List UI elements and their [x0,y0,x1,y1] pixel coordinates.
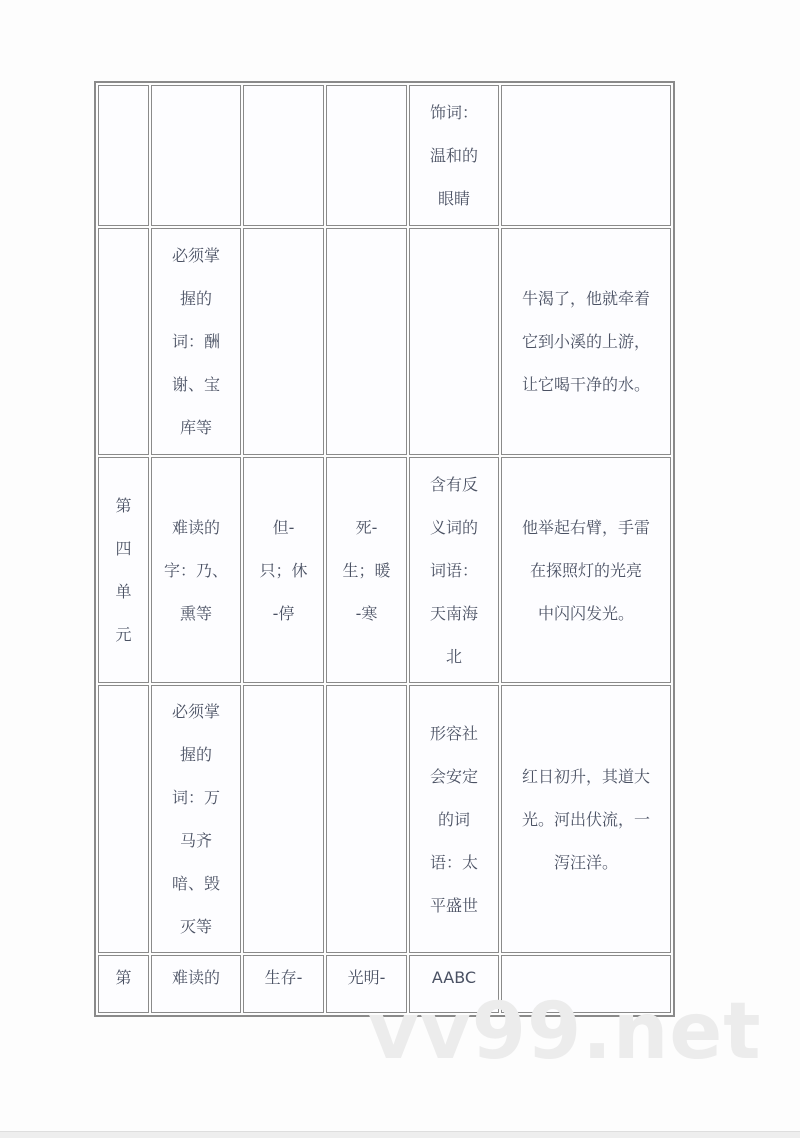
table-cell [409,228,499,455]
table-row [98,457,671,683]
table-row [98,228,671,455]
table-cell [243,85,324,226]
table-cell [326,685,407,953]
table-cell [151,955,241,1013]
cell-text: 饰词： 温和的 眼睛 [429,103,478,208]
cell-text: AABC [431,968,477,987]
cell-text: 形容社 会安定 的词 语：太 平盛世 [429,723,478,915]
cell-text: 第 四 单 元 [115,496,132,644]
table-cell [98,955,149,1013]
table-cell [151,85,241,226]
cell-text: 死- 生；暖 -寒 [342,517,391,623]
table-cell [243,228,324,455]
table-cell [98,228,149,455]
cell-text: 必须掌 握的 词：万 马齐 喑、毁 灭等 [171,702,220,936]
table-cell [151,685,241,953]
cell-text: 第 [115,968,132,987]
cell-text: 但- 只；休 -停 [259,517,308,623]
vocabulary-table [94,81,675,1017]
table-cell [501,85,671,226]
cell-text: 难读的 [171,968,220,987]
table-cell [151,457,241,683]
table-cell [98,85,149,226]
cell-text: 他举起右臂，手雷 在探照灯的光亮 中闪闪发光。 [521,517,650,623]
table-cell [501,685,671,953]
cell-text: 光明- [347,968,386,987]
table-cell [243,685,324,953]
table-cell [151,228,241,455]
cell-text: 牛渴了，他就牵着 它到小溪的上游， 让它喝干净的水。 [521,289,650,394]
table-cell [501,457,671,683]
cell-text: 含有反 义词的 词语： 天南海 北 [429,474,478,666]
watermark: vv99.net [368,987,762,1077]
table-cell [409,685,499,953]
cell-text: 生存- [264,968,303,987]
table-cell [243,457,324,683]
table-cell [326,457,407,683]
table-cell [409,457,499,683]
table-cell [243,955,324,1013]
table-cell [98,457,149,683]
cell-text: 难读的 字：乃、 熏等 [163,517,228,623]
table-row [98,85,671,226]
table-cell [98,685,149,953]
table-cell [326,228,407,455]
table-cell [409,85,499,226]
table-cell [501,228,671,455]
table-row [98,685,671,953]
cell-text: 必须掌 握的 词：酬 谢、宝 库等 [171,246,220,437]
table-cell [326,85,407,226]
cell-text: 红日初升，其道大 光。河出伏流，一 泻汪洋。 [521,766,650,872]
